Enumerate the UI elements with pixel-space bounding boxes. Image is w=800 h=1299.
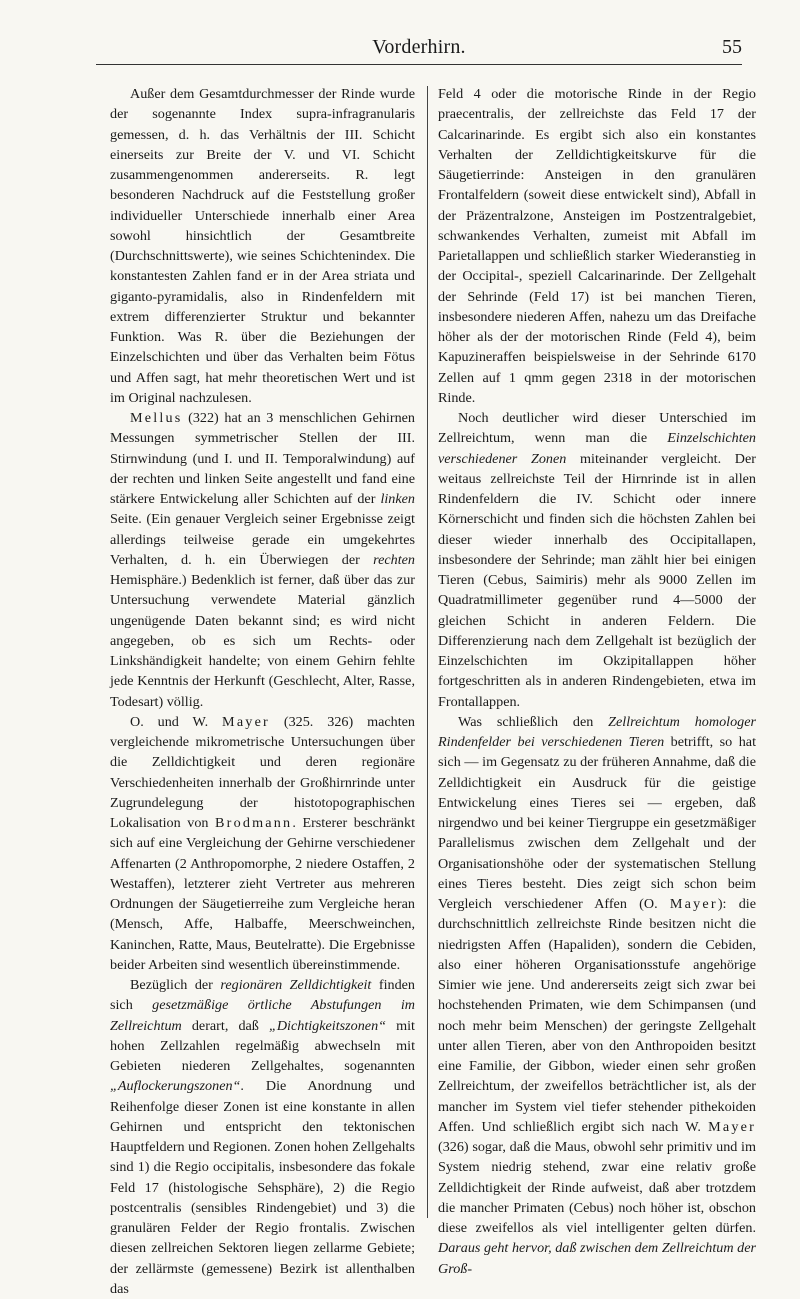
text-run: betrifft, so hat sich — im Gegensatz zu der früheren Annahme, daß die Zelldichtigkeit ein Ausdruck für die geistige Entwickelung eines Tieres sei — ergeben, daß nirgendwo und bei keiner Tiergruppe ein gesetzmäßiger Parallelismus zwischen dem Zellgehalt und der Organisationshöhe oder der systematischen Stellung eines Tieres besteht. Dies zeigt sich schon beim Vergleich verschiedener Affen (O. <box>438 734 756 912</box>
text-run: miteinander vergleicht. Der weitaus zellreichste Teil der Hirnrinde ist in allen Rindenfeldern die IV. Schicht oder innere Körnerschicht und finden sich die höchsten Zahlen bei dieser wieder innerhalb des Occipitallapen, insbesondere der Sehrinde; man zählt hier bei einigen Tieren (Cebus, Saimiris) mehr als 9000 Zellen im Quadratmillimeter gegenüber rund 4—5000 der gleichen Schicht in anderen Feldern. Die Differenzierung nach dem Zellgehalt ist bezüglich der Einzelschichten im Okzipitallappen höher fortgeschritten als in anderen Rindengebieten, etwa im Frontallappen. <box>438 450 756 710</box>
emphasis: Einzelschichten verschiedener Zonen <box>438 430 756 467</box>
emphasis: rechten <box>373 551 415 568</box>
paragraph: Außer dem Gesamtdurchmesser der Rinde wurde der sogenannte Index supra-infragranularis gemessen, d. h. das Verhältnis der III. Schicht einerseits zur Breite der V. und VI. Schicht zusammengenommen andererseits. R. legt besonderen Nachdruck auf die Feststellung großer individueller Unterschiede innerhalb einer Area sowohl hinsichtlich der Gesamtbreite (Durchschnittswerte), wie seines Schichtenindex. Die konstantesten Zahlen fand er in der Area striata und giganto-pyramidalis, also in Rindenfeldern mit extrem differenzierter Struktur und bekannter Funktion. Was R. über die Beziehungen der Einzelschichten und über das Verhalten beim Fötus und Affen sagt, hat mehr theoretischen Wert und ist im Original nachzulesen. <box>110 86 415 406</box>
text-run: (322) hat an 3 menschlichen Gehirnen Messungen symmetrischer Stellen der III. Stirnwindung (und I. und II. Temporalwindung) auf der rechten und linken Seite angestellt und fand eine stärkere Entwickelung aller Schichten auf der <box>110 410 415 507</box>
emphasis: gesetzmäßige örtliche Abstufungen im Zellreichtum <box>110 997 415 1034</box>
paragraph: Feld 4 oder die motorische Rinde in der Regio praecentralis, der zellreichste das Feld 17 der Calcarinarinde. Es ergibt sich also ein konstantes Verhalten der Zelldichtigkeitskurve für die Säugetierrinde: Ansteigen in den granulären Frontalfeldern (soweit diese entwickelt sind), Abfall in der Präzentralzone, Ansteigen im Postzentralgebiet, schwankendes Verhalten, zumeist mit Abfall im Parietallappen und schließlich starker Wiederanstieg in der Occipital-, speziell Calcarinarinde. Der Zellgehalt der Sehrinde (Feld 17) ist bei manchen Tieren, insbesondere niederen Affen, nahezu um das Dreifache höher als der der motorischen Rinde (Feld 4), beim Kapuzineraffen beispielsweise in der Sehrinde 6170 Zellen auf 1 qmm gegen 2318 in der motorischen Rinde. <box>438 86 756 406</box>
right-column <box>438 84 756 1277</box>
header-rule <box>96 64 742 65</box>
emphasis: Zellreichtum homologer Rindenfelder bei verschiedenen Tieren <box>438 713 756 750</box>
text-run: Seite. (Ein genauer Vergleich seiner Ergebnisse zeigt allerdings teilweise gerade ein umgekehrtes Verhalten, d. h. ein Überwiegen der <box>110 511 415 568</box>
author-name: Brodmann <box>215 815 293 831</box>
emphasis: „Dichtigkeitszonen“ <box>268 1017 387 1034</box>
text-run: finden sich <box>110 977 415 1014</box>
text-run: derart, daß <box>181 1017 269 1034</box>
text-run: O. und W. <box>130 713 223 730</box>
running-title: Vorderhirn. <box>372 36 466 58</box>
page-header <box>96 34 742 66</box>
left-column <box>110 84 415 1297</box>
author-name: Mayer <box>708 1118 756 1135</box>
text-run: (326) sogar, daß die Maus, obwohl sehr primitiv und im System niedrig stehend, zwar eine relativ große Zelldichtigkeit der Rinde aufweist, daß aber trotzdem die mancher Primaten (Cebus) noch höher ist, obschon diese zweifellos als viel intelligenter gelten dürfen. <box>438 1139 756 1236</box>
text-run: Bezüglich der <box>130 977 221 993</box>
emphasis: „Auflockerungszonen“ <box>110 1078 241 1095</box>
paragraph <box>110 975 415 1299</box>
text-run: Was schließlich den <box>458 713 609 730</box>
paragraph <box>110 408 415 712</box>
author-name: Mayer <box>222 713 270 730</box>
page-number: 55 <box>722 36 742 58</box>
author-name: Mellus <box>130 410 183 426</box>
text-run: ): die durchschnittlich zellreichste Rinde besitzen nicht die niedrigsten Affen (Hapaliden), sondern die Cebiden, also einer höheren Organisationsstufe angehörige Simier wie jene. Und andererseits zeigt sich zwar bei hochstehenden Primaten, wie dem Schimpansen (und noch mehr beim Menschen) der geringste Zellgehalt unter allen Tieren, aber von den Anthropoiden besitzt eine Familie, der Gibbon, wieder einen sehr großen Zellreichtum, der zweifellos beträchtlicher ist, als der mancher im System viel tiefer stehender pithekoiden Affen. Und schließlich ergibt sich nach W. <box>438 896 756 1135</box>
text-run: (325. 326) machten vergleichende mikrometrische Untersuchungen über die Zelldichtigkeit und deren regionäre Verschiedenheiten innerhalb der Großhirnrinde unter Zugrundelegung der histotopographischen Lokalisation von <box>110 713 415 831</box>
paragraph <box>110 712 415 975</box>
text-run: mit hohen Zellzahlen regelmäßig abwechseln mit Gebieten niederen Zellgehaltes, sogenannten <box>110 1017 415 1074</box>
emphasis: Daraus geht hervor, daß zwischen dem Zellreichtum der Groß- <box>438 1240 756 1277</box>
emphasis: linken <box>380 491 415 507</box>
paragraph <box>438 408 756 712</box>
author-name: Mayer <box>669 896 718 912</box>
emphasis: regionären Zelldichtigkeit <box>220 977 372 993</box>
text-run: Hemisphäre.) Bedenklich ist ferner, daß über das zur Untersuchung verwendete Material gänzlich ungenügende Daten bekannt sind; es wird nicht angegeben, ob es sich um Rechts- oder Linkshändigkeit handelte; von einem Gehirn fehlte jede Kenntnis der Herkunft (Geschlecht, Alter, Rasse, Todesart) völlig. <box>110 572 415 710</box>
paragraph <box>438 712 756 1279</box>
text-run: . Die Anordnung und Reihenfolge dieser Zonen ist eine konstante in allen Gehirnen und entspricht den tektonischen Hauptfeldern und Regionen. Zonen hohen Zellgehalts sind 1) die Regio occipitalis, insbesondere das fokale Feld 17 (histologische Sehsphäre), 2) die Regio postcentralis (sensibles Rindengebiet) und 3) die granulären Felder der Regio frontalis. Zwischen diesen zellreichen Sektoren liegen zellarme Gebiete; der zellärmste (gemessene) Bezirk ist allenthalben das <box>110 1078 415 1297</box>
column-divider <box>427 86 428 1218</box>
text-run: . Ersterer beschränkt sich auf eine Vergleichung der Gehirne verschiedener Affenarten (2 Anthropomorphe, 2 niedere Ostaffen, 2 Westaffen), letzterer zieht Vertreter aus mehreren Ordnungen der Säugetierreihe zum Vergleiche heran (Mensch, Affe, Halbaffe, Meerschweinchen, Kaninchen, Ratte, Maus, Beutelratte). Die Ergebnisse beider Arbeiten sind wesentlich übereinstimmende. <box>110 815 415 973</box>
text-run: Noch deutlicher wird dieser Unterschied im Zellreichtum, wenn man die <box>438 410 756 447</box>
